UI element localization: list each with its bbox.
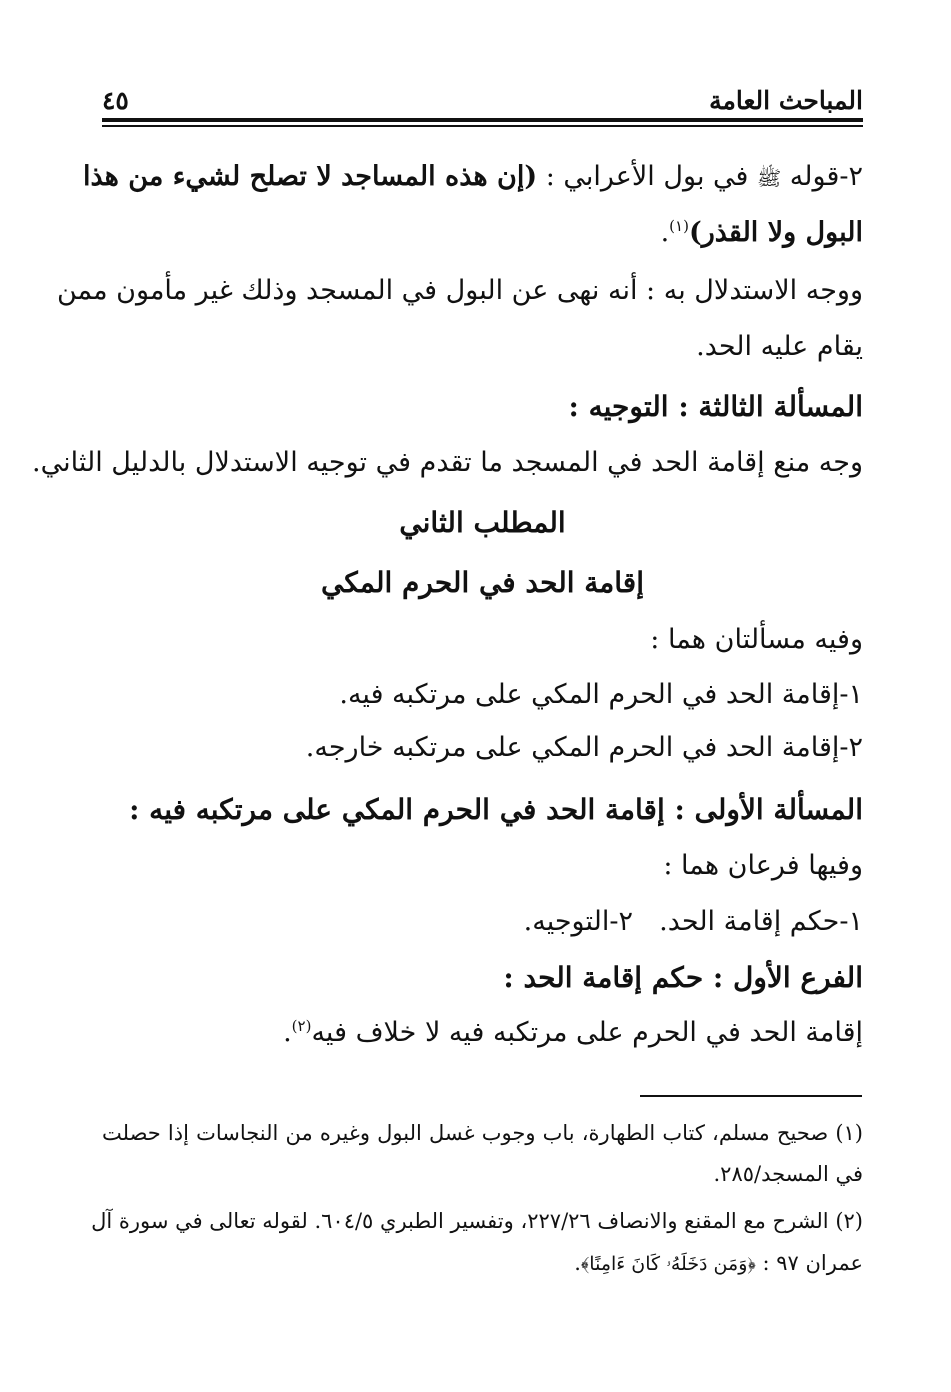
- footnote-2-line-1: (٢) الشرح مع المقنع والانصاف ٢٢٧/٢٦، وتفسير الطبري ٦٠٤/٥. لقوله تعالى في سورة آل: [91, 1209, 863, 1233]
- paragraph-istidlal-line-1: ووجه الاستدلال به : أنه نهى عن البول في المسجد وذلك غير مأمون ممن: [56, 275, 863, 306]
- quran-verse: ﴿وَمَن دَخَلَهُۥ كَانَ ءَامِنًا﴾: [580, 1253, 756, 1275]
- heading-masala-1: المسألة الأولى : إقامة الحد في الحرم المكي على مرتكبه فيه :: [129, 793, 863, 826]
- footnote-ref-2: (٢): [291, 1017, 312, 1035]
- paragraph-hadith-line-2: [102, 213, 863, 253]
- paragraph-last: [102, 1013, 863, 1053]
- hadith-text-2: البول ولا القذر): [688, 217, 863, 248]
- header-rule-thick: [102, 118, 863, 122]
- list-item-fara-1: ١-حكم إقامة الحد.: [659, 906, 863, 937]
- footnote-1-line-2: في المسجد/٢٨٥.: [713, 1162, 863, 1186]
- page-header: [102, 78, 863, 118]
- footnote-1-line-1: (١) صحيح مسلم، كتاب الطهارة، باب وجوب غسل البول وغيره من النجاسات إذا حصلت: [102, 1121, 863, 1145]
- salawat-glyph: ﷺ: [757, 166, 782, 190]
- page-number: ٤٥: [102, 86, 129, 115]
- list-item-masala-2: ٢-إقامة الحد في الحرم المكي على مرتكبه خارجه.: [305, 732, 863, 763]
- paragraph-istidlal-line-2: يقام عليه الحد.: [696, 331, 863, 362]
- header-rule-thin: [102, 125, 863, 127]
- running-title: المباحث العامة: [709, 86, 863, 115]
- period-2: .: [283, 1017, 292, 1048]
- period: .: [660, 217, 670, 248]
- heading-masala-3: المسألة الثالثة : التوجيه :: [568, 390, 863, 423]
- heading-far-1: الفرع الأول : حكم إقامة الحد :: [503, 961, 863, 994]
- footnote-separator: [640, 1095, 862, 1097]
- footnote-ref-1: (١): [669, 217, 689, 235]
- paragraph-hadith-line-1: [83, 157, 863, 198]
- heading-title: إقامة الحد في الحرم المكي: [321, 566, 644, 599]
- item2-start: ٢-قوله: [781, 161, 863, 192]
- item2-mid: في بول الأعرابي :: [537, 161, 758, 192]
- hadith-text-1: (إن هذه المساجد لا تصلح لشيء من هذا: [83, 161, 538, 192]
- paragraph-tawjih: وجه منع إقامة الحد في المسجد ما تقدم في توجيه الاستدلال بالدليل الثاني.: [32, 447, 863, 478]
- last-text: إقامة الحد في الحرم على مرتكبه فيه لا خلاف فيه: [311, 1017, 863, 1048]
- list-item-fara-2: ٢-التوجيه.: [523, 906, 633, 937]
- footnote-2-end: .: [574, 1251, 581, 1275]
- list-fara: [102, 902, 863, 942]
- footnote-2-start: عمران ٩٧ :: [755, 1251, 863, 1275]
- heading-matlab: المطلب الثاني: [399, 506, 566, 539]
- footnote-2-line-2: [102, 1247, 863, 1280]
- list-item-masala-1: ١-إقامة الحد في الحرم المكي على مرتكبه فيه.: [339, 679, 863, 710]
- intro-masalatan: وفيه مسألتان هما :: [650, 624, 863, 655]
- intro-fara: وفيها فرعان هما :: [663, 850, 863, 881]
